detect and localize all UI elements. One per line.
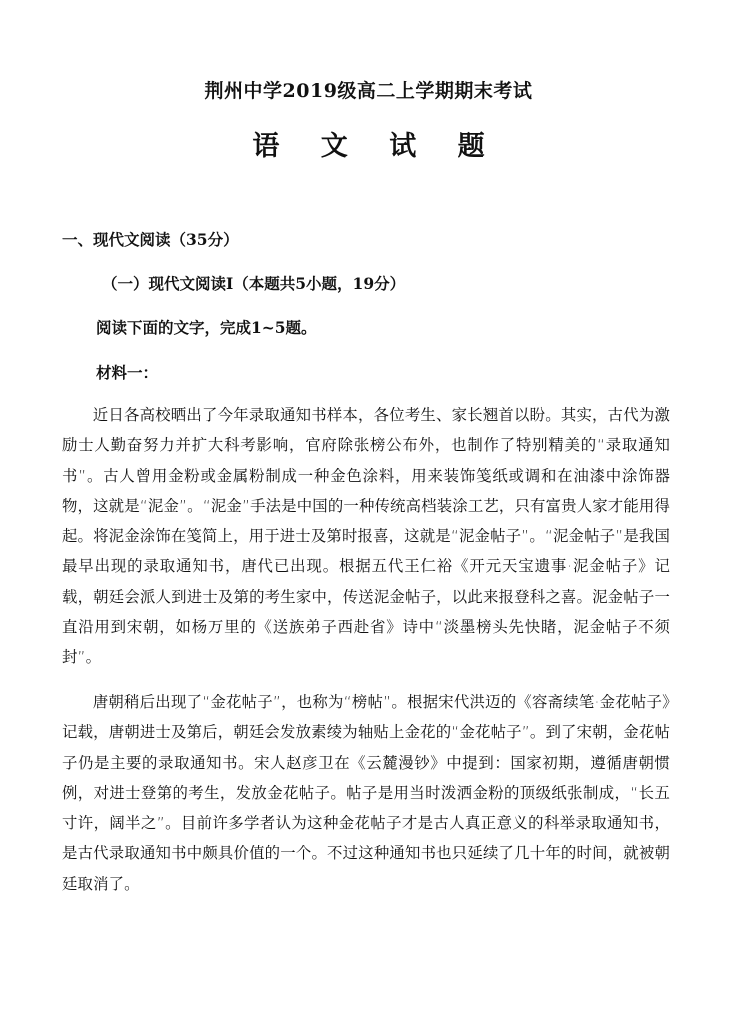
reading-instruction: 阅读下面的文字，完成1~5题。 xyxy=(96,318,317,337)
paragraph-1: 近日各高校晒出了今年录取通知书样本，各位考生、家长翘首以盼。其实，古代为激励士人勤奋努力并扩大科考影响，官府除张榜公布外，也制作了特别精美的“录取通知书”。古人曾用金粉或金属粉制成一种金色涂料，用来装饰笺纸或调和在油漆中涂饰器物，这就是“泥金”。“泥金”手法是中国的一种传统高档装涂工艺，只有富贵人家才能用得起。将泥金涂饰在笺简上，用于进士及第时报喜，这就是“泥金帖子”。“泥金帖子”是我国最早出现的录取通知书，唐代已出现。根据五代王仁裕《开元天宝遗事·泥金帖子》记载，朝廷会派人到进士及第的考生家中，传送泥金帖子，以此来报登科之喜。泥金帖子一直沿用到宋朝，如杨万里的《送族弟子西赴省》诗中“淡墨榜头先快睹，泥金帖子不须封”。 xyxy=(62,406,670,667)
exam-title: 荆州中学2019级高二上学期期末考试 xyxy=(204,80,533,102)
section-heading: 一、现代文阅读（35分） xyxy=(62,230,239,249)
paragraph-2: 唐朝稍后出现了“金花帖子”，也称为“榜帖”。根据宋代洪迈的《容斋续笔·金花帖子》记载，唐朝进士及第后，朝廷会发放素绫为轴贴上金花的“金花帖子”。到了宋朝，金花帖子仍是主要的录取通知书。宋人赵彦卫在《云麓漫钞》中提到：国家初期，遵循唐朝惯例，对进士登第的考生，发放金花帖子。帖子是用当时泼洒金粉的顶级纸张制成，“长五寸许，阔半之”。目前许多学者认为这种金花帖子才是古人真正意义的科举录取通知书，是古代录取通知书中颇具价值的一个。不过这种通知书也只延续了几十年的时间，就被朝廷取消了。 xyxy=(62,693,670,893)
material-label: 材料一： xyxy=(96,363,159,382)
subsection-heading: （一）现代文阅读Ⅰ（本题共5小题，19分） xyxy=(102,274,406,293)
subject-title: 语 文 试 题 xyxy=(252,131,501,162)
